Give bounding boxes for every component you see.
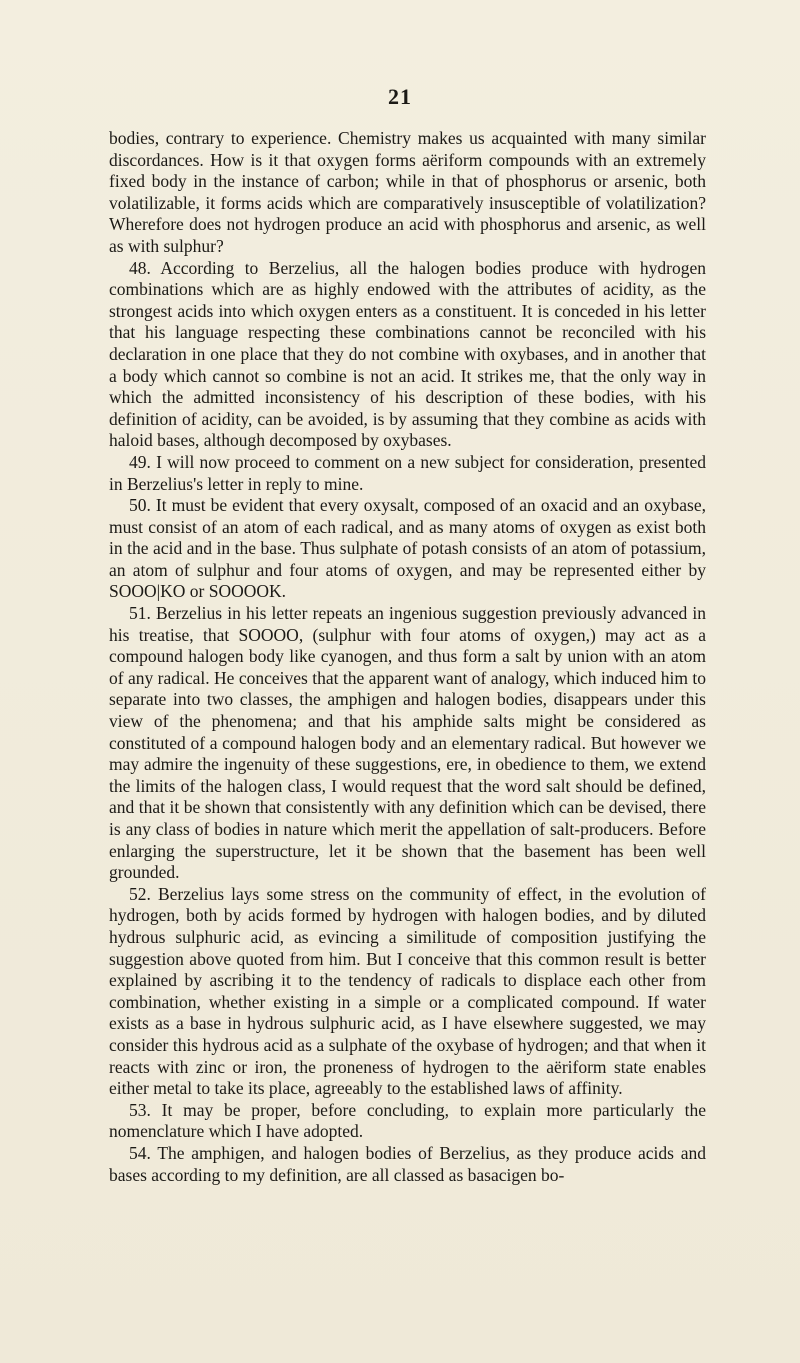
paragraph-51: 51. Berzelius in his letter repeats an ingenious suggestion previously advanced in his treatise, that SOOOO, (sulphur with four atoms of oxygen,) may act as a compound halogen body like cyanogen, and thus form a salt by union with an atom of any radical. He conceives that the apparent want of analogy, which induced him to separate into two classes, the amphigen and halogen bodies, disappears under this view of the phenomena; and that his amphide salts might be considered as constituted of a compound halogen body and an elementary radical. But however we may admire the ingenuity of these suggestions, ere, in obedience to them, we extend the limits of the halogen class, I would request that the word salt should be defined, and that it be shown that consistently with any definition which can be devised, there is any class of bodies in nature which merit the appellation of salt-producers. Before enlarging the superstructure, let it be shown that the basement has been well grounded.	[109, 603, 706, 883]
paragraph-54: 54. The amphigen, and halogen bodies of Berzelius, as they produce acids and bases according to my definition, are all classed as basacigen bo-	[109, 1142, 706, 1185]
paragraph-continuation: bodies, contrary to experience. Chemistry makes us acquainted with many similar discordances. How is it that oxygen forms aëriform compounds with an extremely fixed body in the instance of carbon; while in that of phosphorus or arsenic, both volatilizable, it forms acids which are comparatively insusceptible of volatilization? Wherefore does not hydrogen produce an acid with phosphorus and arsenic, as well as with sulphur?	[109, 128, 706, 256]
page-number: 21	[388, 84, 412, 109]
paragraph-52: 52. Berzelius lays some stress on the community of effect, in the evolution of hydrogen, both by acids formed by hydrogen with halogen bodies, and by diluted hydrous sulphuric acid, as evincing a similitude of composition justifying the suggestion above quoted from him. But I conceive that this common result is better explained by ascribing it to the tendency of radicals to displace each other from combination, whether existing in a simple or a complicated compound. If water exists as a base in hydrous sulphuric acid, as I have elsewhere suggested, we may consider this hydrous acid as a sulphate of the oxybase of hydrogen; and that when it reacts with zinc or iron, the proneness of hydrogen to the aëriform state enables either metal to take its place, agreeably to the established laws of affinity.	[109, 883, 706, 1099]
paragraph-49: 49. I will now proceed to comment on a new subject for consideration, presented in Berzelius's letter in reply to mine.	[109, 451, 706, 494]
paragraph-50: 50. It must be evident that every oxysalt, composed of an oxacid and an oxybase, must consist of an atom of each radical, and as many atoms of oxygen as exist both in the acid and in the base. Thus sulphate of potash consists of an atom of potassium, an atom of sulphur and four atoms of oxygen, and may be represented either by SOOO|KO or SOOOOK.	[109, 495, 706, 602]
body-text	[109, 128, 706, 1186]
paragraph-53: 53. It may be proper, before concluding, to explain more particularly the nomenclature which I have adopted.	[109, 1099, 706, 1142]
paragraph-48: 48. According to Berzelius, all the halogen bodies produce with hydrogen combinations which are as highly endowed with the attributes of acidity, as the strongest acids into which oxygen enters as a constituent. It is conceded in his letter that his language respecting these combinations cannot be reconciled with his declaration in one place that they do not combine with oxybases, and in another that a body which cannot so combine is not an acid. It strikes me, that the only way in which the admitted inconsistency of his description of these bodies, with his definition of acidity, can be avoided, is by assuming that they combine as acids with haloid bases, although decomposed by oxybases.	[109, 257, 706, 451]
